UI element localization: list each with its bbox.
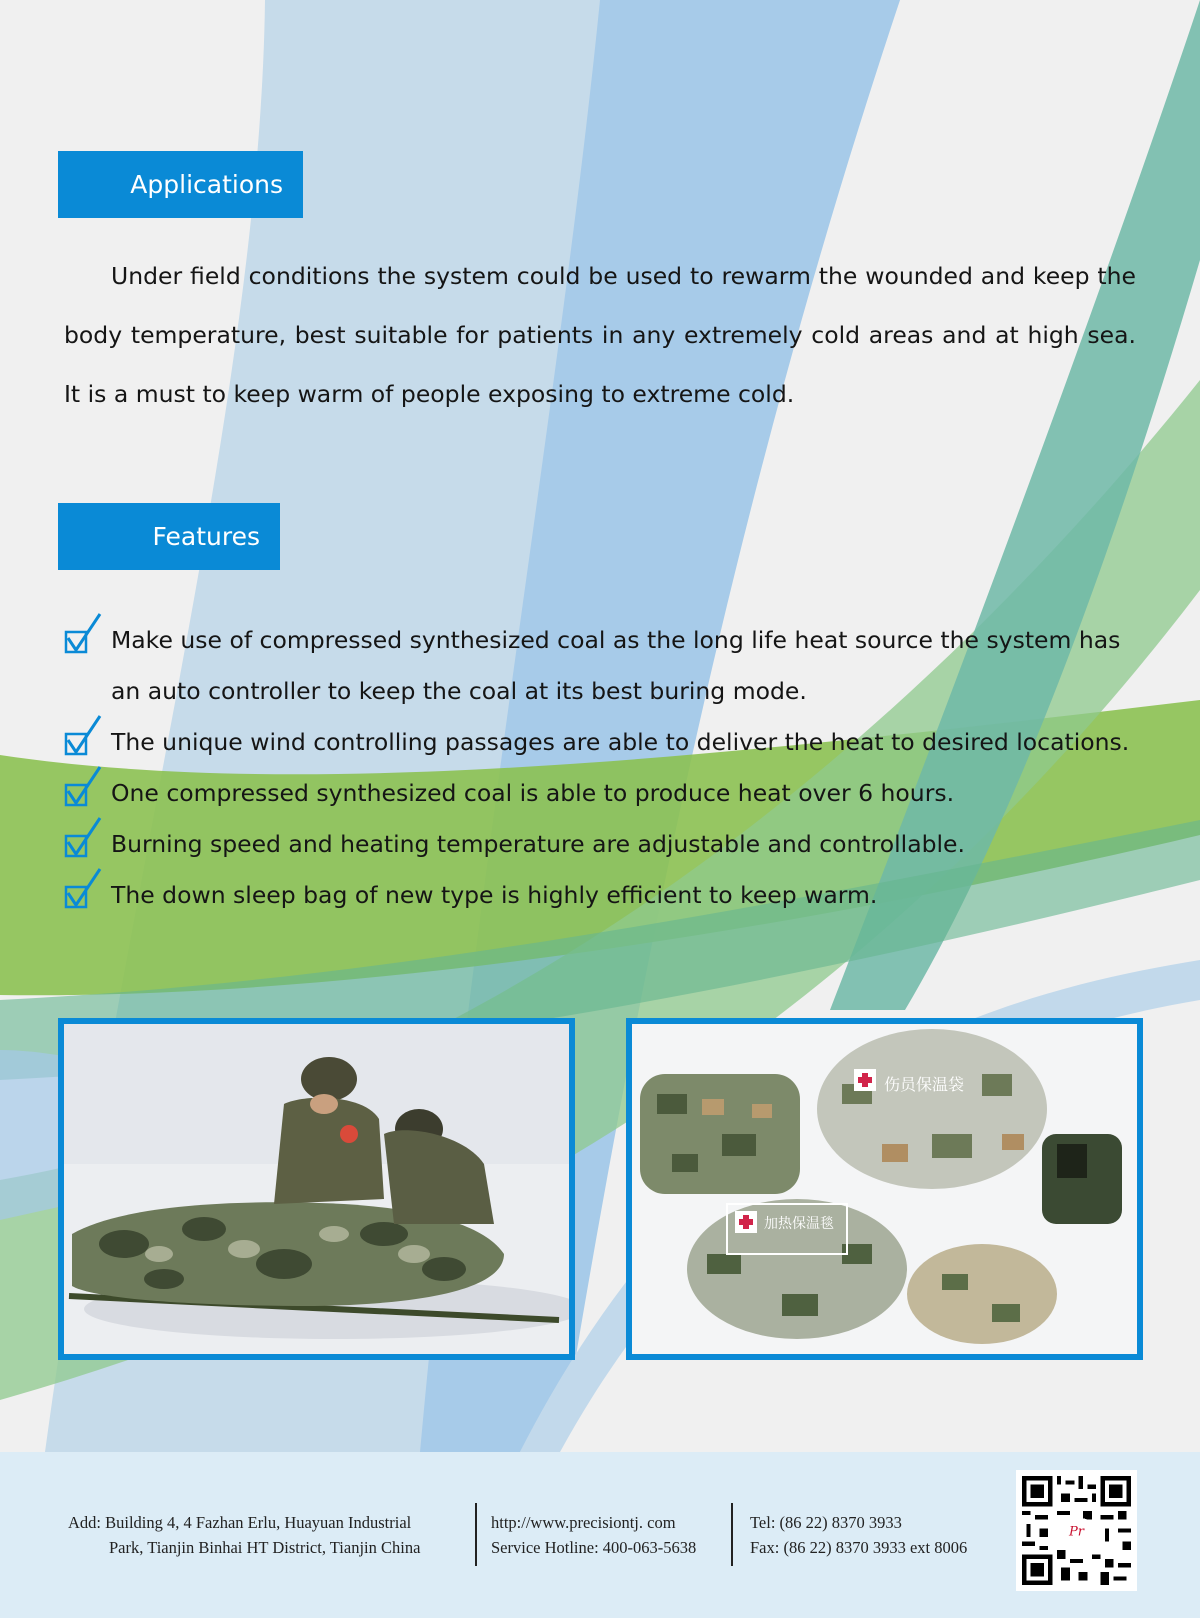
feature-item <box>64 870 1144 921</box>
applications-heading: Applications <box>58 151 303 218</box>
feature-item <box>64 768 1144 819</box>
feature-text: The down sleep bag of new type is highly efficient to keep warm. <box>111 881 878 909</box>
checkbox-check-icon <box>64 814 104 864</box>
address-line-1: Add: Building 4, 4 Fazhan Erlu, Huayuan Industrial <box>68 1513 412 1532</box>
features-list <box>64 615 1144 921</box>
qr-code-icon <box>1016 1470 1137 1591</box>
footer-contact <box>750 1510 967 1560</box>
checkbox-check-icon <box>64 712 104 762</box>
features-heading: Features <box>58 503 280 570</box>
feature-text: One compressed synthesized coal is able to produce heat over 6 hours. <box>111 779 955 807</box>
service-hotline: Service Hotline: 400-063-5638 <box>491 1538 697 1557</box>
footer <box>0 1452 1200 1618</box>
feature-item <box>64 819 1144 870</box>
svg-text:Pr: Pr <box>1068 1524 1085 1540</box>
feature-item <box>64 717 1144 768</box>
address-line-2: Park, Tianjin Binhai HT District, Tianjin China <box>109 1538 421 1557</box>
website-link[interactable]: http://www.precisiontj. com <box>491 1513 676 1532</box>
soldiers-in-snow-photo <box>58 1018 575 1360</box>
checkbox-check-icon <box>64 763 104 813</box>
telephone: Tel: (86 22) 8370 3933 <box>750 1513 902 1532</box>
checkbox-check-icon <box>64 610 104 660</box>
feature-text: Burning speed and heating temperature are adjustable and controllable. <box>111 830 965 858</box>
feature-item <box>64 615 1144 717</box>
applications-paragraph: Under field conditions the system could be used to rewarm the wounded and keep the body temperature, best suitable for patients in any extremely cold areas and at high sea. It is a must to keep warm of people exposing to extreme cold. <box>64 262 1136 408</box>
bag1-label: 伤员保温袋 <box>884 1075 965 1094</box>
footer-address <box>68 1510 420 1560</box>
camouflage-bags-photo <box>626 1018 1143 1360</box>
footer-web <box>491 1510 696 1560</box>
footer-divider <box>731 1503 733 1566</box>
checkbox-check-icon <box>64 865 104 915</box>
feature-text: The unique wind controlling passages are able to deliver the heat to desired locations. <box>111 728 1130 756</box>
footer-divider <box>475 1503 477 1566</box>
bag2-label: 加热保温毯 <box>764 1216 834 1232</box>
feature-text: Make use of compressed synthesized coal as the long life heat source the system has an auto controller to keep the coal at its best buring mode. <box>111 626 1121 705</box>
fax: Fax: (86 22) 8370 3933 ext 8006 <box>750 1538 968 1557</box>
